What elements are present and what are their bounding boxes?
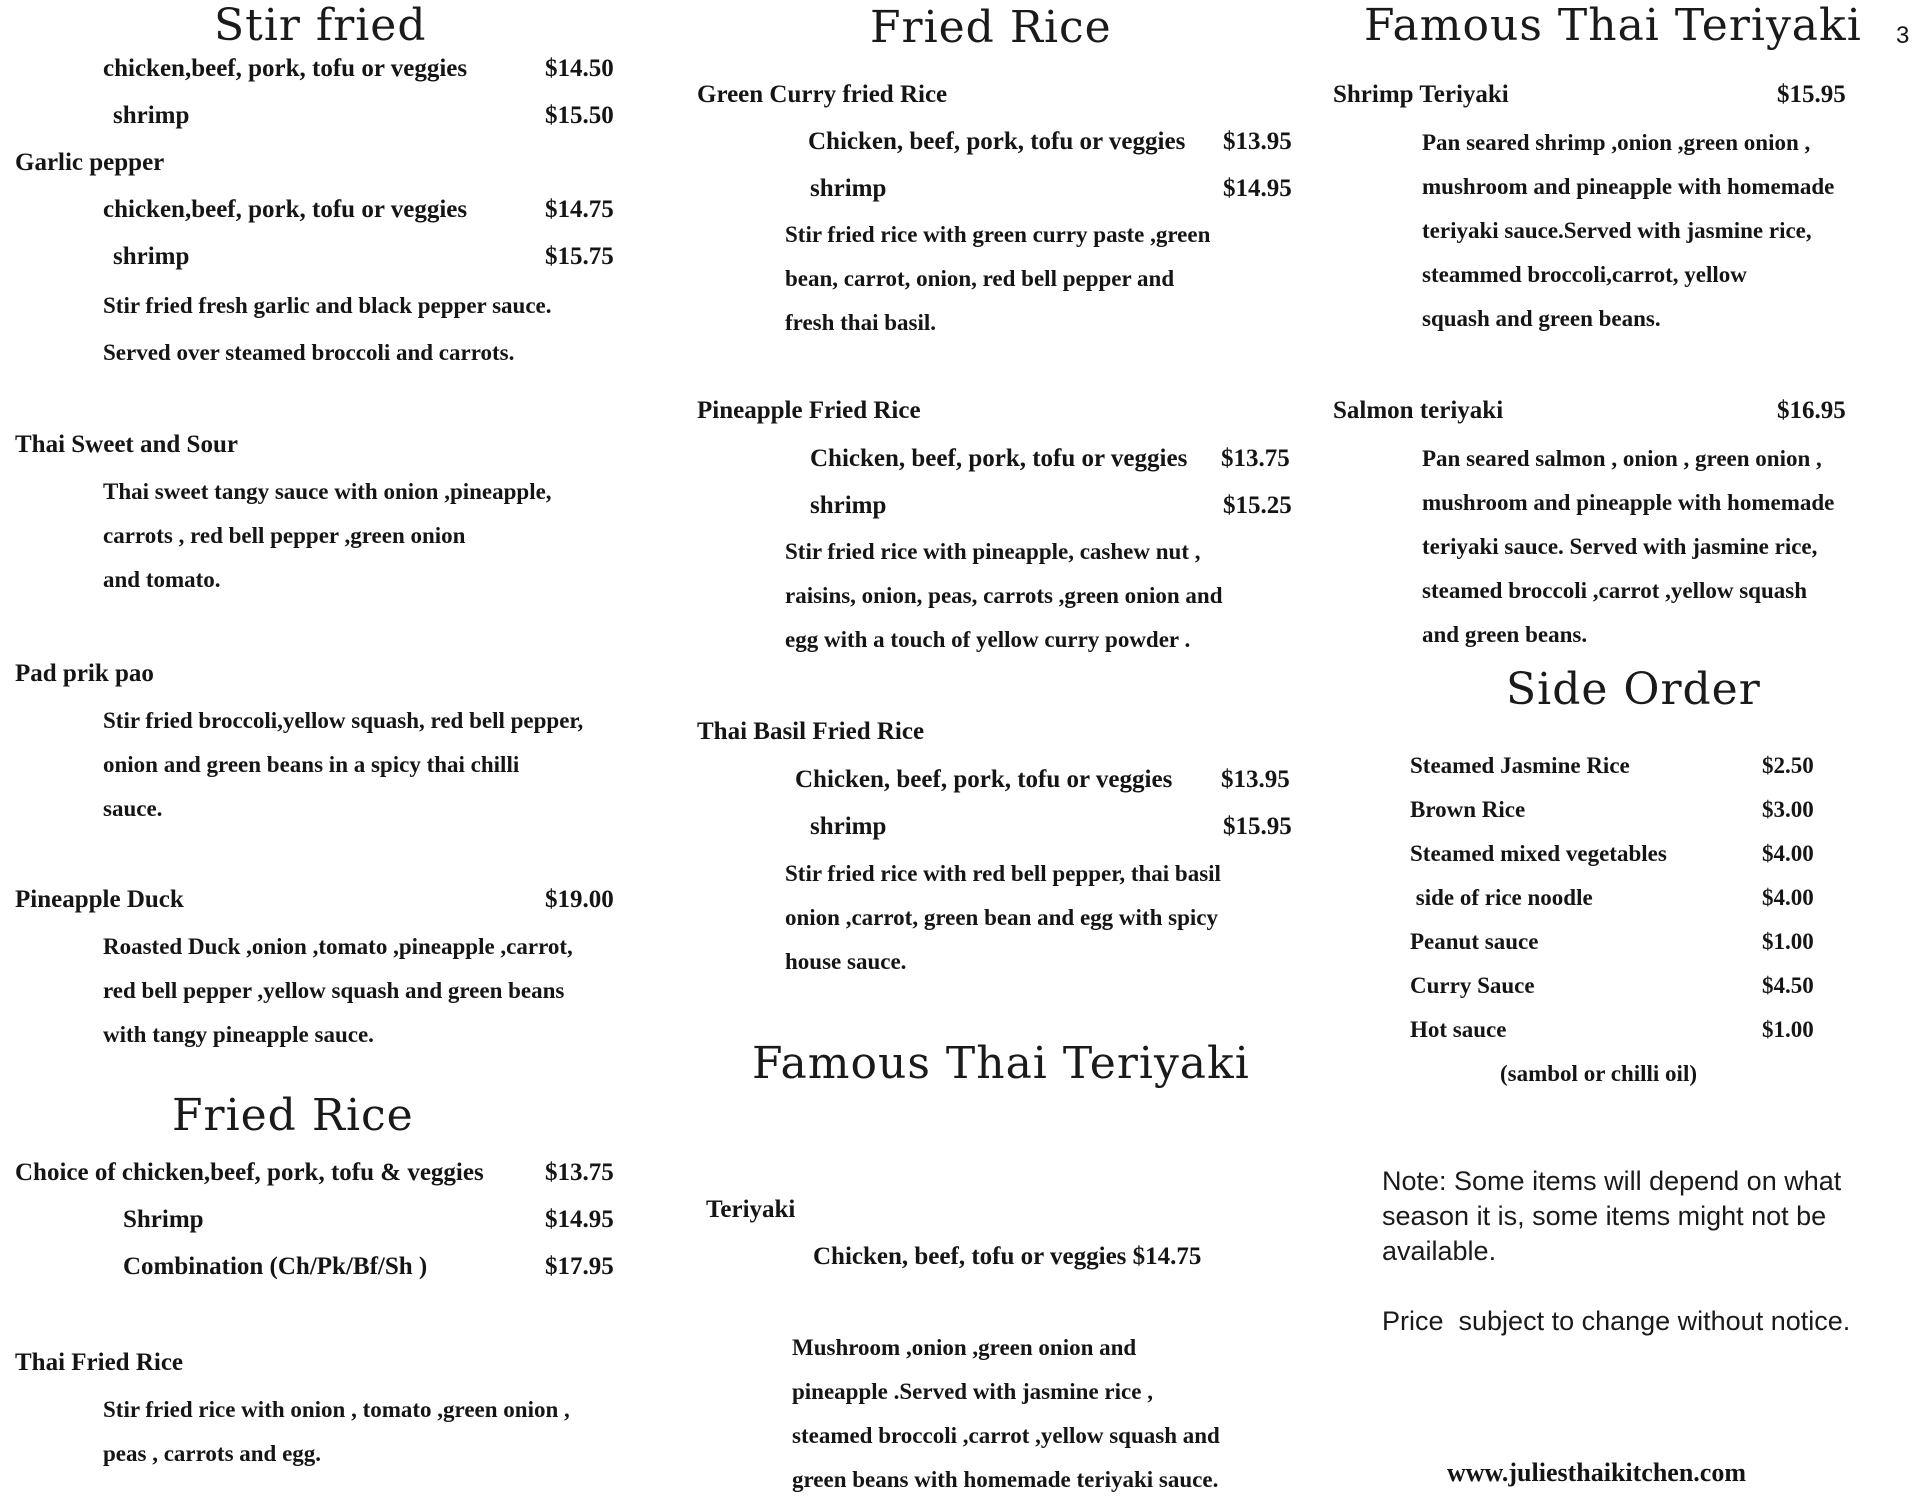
description-line: sauce. bbox=[103, 796, 163, 821]
stir-fried-heading: Stir fried bbox=[214, 0, 427, 51]
description-line: fresh thai basil. bbox=[785, 310, 937, 335]
description-line: Mushroom ,onion ,green onion and bbox=[792, 1335, 1137, 1360]
thai-fried-rice-title: Thai Fried Rice bbox=[15, 1349, 184, 1376]
description-line: Stir fried rice with green curry paste ,green bbox=[785, 222, 1211, 247]
list-item: Brown Rice bbox=[1410, 797, 1526, 822]
shrimp-teriyaki-title: Shrimp Teriyaki bbox=[1333, 81, 1509, 108]
description-line: egg with a touch of yellow curry powder . bbox=[785, 627, 1191, 652]
garlic-pepper-option-price: $14.75 bbox=[545, 196, 614, 223]
pad-prik-pao-title: Pad prik pao bbox=[15, 660, 154, 687]
page-number: 3 bbox=[1896, 22, 1910, 49]
side-order-heading: Side Order bbox=[1506, 664, 1761, 715]
list-item: side of rice noodle bbox=[1410, 885, 1593, 910]
famous-thai-teriyaki-heading-2: Famous Thai Teriyaki bbox=[1364, 0, 1862, 51]
description-line: Stir fried rice with pineapple, cashew nut , bbox=[785, 539, 1201, 564]
website-link[interactable]: www.juliesthaikitchen.com bbox=[1447, 1458, 1746, 1487]
description-line: onion and green beans in a spicy thai chilli bbox=[103, 752, 520, 777]
list-item-price: $4.00 bbox=[1762, 885, 1814, 910]
description-line: Pan seared salmon , onion , green onion , bbox=[1422, 446, 1822, 471]
fried-rice-combination-label: Combination (Ch/Pk/Bf/Sh ) bbox=[123, 1253, 428, 1280]
pineapple-fried-rice-option-price: $13.75 bbox=[1221, 445, 1290, 472]
list-item-price: $1.00 bbox=[1762, 929, 1814, 954]
sweet-sour-title: Thai Sweet and Sour bbox=[15, 431, 238, 458]
garlic-pepper-title: Garlic pepper bbox=[15, 149, 165, 176]
list-item-price: $2.50 bbox=[1762, 753, 1814, 778]
fried-rice-heading: Fried Rice bbox=[172, 1090, 414, 1141]
pineapple-duck-price: $19.00 bbox=[545, 886, 614, 913]
list-item: Steamed Jasmine Rice bbox=[1410, 753, 1630, 778]
description-line: raisins, onion, peas, carrots ,green onion and bbox=[785, 583, 1223, 608]
fried-rice-option-label: Choice of chicken,beef, pork, tofu & veggies bbox=[15, 1159, 484, 1186]
pad-prik-pao-description bbox=[103, 699, 583, 831]
fried-rice-combination-price: $17.95 bbox=[545, 1253, 614, 1280]
description-line: house sauce. bbox=[785, 949, 907, 974]
description-line: green beans with homemade teriyaki sauce. bbox=[792, 1467, 1219, 1492]
list-item-price: $4.00 bbox=[1762, 841, 1814, 866]
description-line: Stir fried rice with onion , tomato ,green onion , bbox=[103, 1397, 570, 1422]
description-line: peas , carrots and egg. bbox=[103, 1441, 322, 1466]
pineapple-fried-rice-option-label: Chicken, beef, pork, tofu or veggies bbox=[810, 445, 1188, 472]
basil-fried-rice-option-label: Chicken, beef, pork, tofu or veggies bbox=[795, 766, 1173, 793]
pineapple-fried-rice-shrimp-label: shrimp bbox=[810, 492, 887, 519]
side-order-prices bbox=[1762, 744, 1814, 1052]
salmon-teriyaki-description bbox=[1422, 437, 1834, 657]
price-note: Price subject to change without notice. bbox=[1382, 1306, 1851, 1336]
description-line: onion ,carrot, green bean and egg with spicy bbox=[785, 905, 1218, 930]
green-curry-shrimp-label: shrimp bbox=[810, 175, 887, 202]
list-item-price: $4.50 bbox=[1762, 973, 1814, 998]
fried-rice-option-price: $13.75 bbox=[545, 1159, 614, 1186]
description-line: steamed broccoli ,carrot ,yellow squash and bbox=[792, 1423, 1220, 1448]
green-curry-option-price: $13.95 bbox=[1223, 128, 1292, 155]
salmon-teriyaki-price: $16.95 bbox=[1777, 397, 1846, 424]
list-item: Peanut sauce bbox=[1410, 929, 1539, 954]
stir-fried-shrimp-price: $15.50 bbox=[545, 102, 614, 129]
salmon-teriyaki-title: Salmon teriyaki bbox=[1333, 397, 1504, 424]
description-line: and tomato. bbox=[103, 567, 221, 592]
side-order-list bbox=[1410, 744, 1667, 1052]
garlic-pepper-option-label: chicken,beef, pork, tofu or veggies bbox=[103, 196, 468, 223]
basil-fried-rice-title: Thai Basil Fried Rice bbox=[697, 718, 925, 745]
season-note: Note: Some items will depend on what season it is, some items might not be available. bbox=[1382, 1166, 1842, 1266]
garlic-pepper-shrimp-label: shrimp bbox=[113, 243, 190, 270]
green-curry-description bbox=[785, 213, 1210, 345]
fried-rice-heading-2: Fried Rice bbox=[870, 2, 1112, 53]
description-line: mushroom and pineapple with homemade bbox=[1422, 174, 1835, 199]
hot-sauce-note: (sambol or chilli oil) bbox=[1500, 1061, 1697, 1086]
pineapple-fried-rice-title: Pineapple Fried Rice bbox=[697, 397, 921, 424]
pineapple-duck-title: Pineapple Duck bbox=[15, 886, 184, 913]
description-line: bean, carrot, onion, red bell pepper and bbox=[785, 266, 1175, 291]
description-line: with tangy pineapple sauce. bbox=[103, 1022, 374, 1047]
green-curry-title: Green Curry fried Rice bbox=[697, 81, 948, 108]
description-line: squash and green beans. bbox=[1422, 306, 1661, 331]
list-item-price: $3.00 bbox=[1762, 797, 1814, 822]
garlic-pepper-shrimp-price: $15.75 bbox=[545, 243, 614, 270]
description-line: and green beans. bbox=[1422, 622, 1588, 647]
sweet-sour-description bbox=[103, 470, 552, 602]
description-line: Thai sweet tangy sauce with onion ,pineapple, bbox=[103, 479, 552, 504]
pineapple-fried-rice-description bbox=[785, 530, 1222, 662]
pineapple-fried-rice-shrimp-price: $15.25 bbox=[1223, 492, 1292, 519]
description-line: Served over steamed broccoli and carrots. bbox=[103, 340, 515, 365]
basil-fried-rice-option-price: $13.95 bbox=[1221, 766, 1290, 793]
pineapple-duck-description bbox=[103, 925, 573, 1057]
list-item: Curry Sauce bbox=[1410, 973, 1535, 998]
green-curry-option-label: Chicken, beef, pork, tofu or veggies bbox=[808, 128, 1186, 155]
shrimp-teriyaki-description bbox=[1422, 121, 1834, 341]
list-item-price: $1.00 bbox=[1762, 1017, 1814, 1042]
list-item: Steamed mixed vegetables bbox=[1410, 841, 1667, 866]
description-line: red bell pepper ,yellow squash and green beans bbox=[103, 978, 565, 1003]
stir-fried-shrimp-label: shrimp bbox=[113, 102, 190, 129]
description-line: mushroom and pineapple with homemade bbox=[1422, 490, 1835, 515]
stir-fried-option-price: $14.50 bbox=[545, 55, 614, 82]
basil-fried-rice-shrimp-price: $15.95 bbox=[1223, 813, 1292, 840]
thai-fried-rice-description bbox=[103, 1388, 570, 1476]
description-line: Stir fried rice with red bell pepper, thai basil bbox=[785, 861, 1221, 886]
fried-rice-shrimp-label: Shrimp bbox=[123, 1206, 204, 1233]
teriyaki-description bbox=[792, 1326, 1220, 1502]
teriyaki-option: Chicken, beef, tofu or veggies $14.75 bbox=[813, 1243, 1202, 1270]
description-line: Stir fried broccoli,yellow squash, red bell pepper, bbox=[103, 708, 584, 733]
description-line: carrots , red bell pepper ,green onion bbox=[103, 523, 466, 548]
basil-fried-rice-shrimp-label: shrimp bbox=[810, 813, 887, 840]
description-line: Pan seared shrimp ,onion ,green onion , bbox=[1422, 130, 1811, 155]
stir-fried-option-label: chicken,beef, pork, tofu or veggies bbox=[103, 55, 468, 82]
garlic-pepper-description bbox=[103, 282, 552, 376]
basil-fried-rice-description bbox=[785, 852, 1221, 984]
description-line: teriyaki sauce. Served with jasmine rice, bbox=[1422, 534, 1818, 559]
description-line: pineapple .Served with jasmine rice , bbox=[792, 1379, 1153, 1404]
green-curry-shrimp-price: $14.95 bbox=[1223, 175, 1292, 202]
description-line: Stir fried fresh garlic and black pepper sauce. bbox=[103, 293, 552, 318]
description-line: steamed broccoli ,carrot ,yellow squash bbox=[1422, 578, 1808, 603]
teriyaki-title: Teriyaki bbox=[706, 1196, 796, 1223]
description-line: teriyaki sauce.Served with jasmine rice, bbox=[1422, 218, 1812, 243]
description-line: steammed broccoli,carrot, yellow bbox=[1422, 262, 1747, 287]
famous-thai-teriyaki-heading: Famous Thai Teriyaki bbox=[752, 1038, 1250, 1089]
shrimp-teriyaki-price: $15.95 bbox=[1777, 81, 1846, 108]
list-item: Hot sauce bbox=[1410, 1017, 1507, 1042]
description-line: Roasted Duck ,onion ,tomato ,pineapple ,carrot, bbox=[103, 934, 573, 959]
fried-rice-shrimp-price: $14.95 bbox=[545, 1206, 614, 1233]
